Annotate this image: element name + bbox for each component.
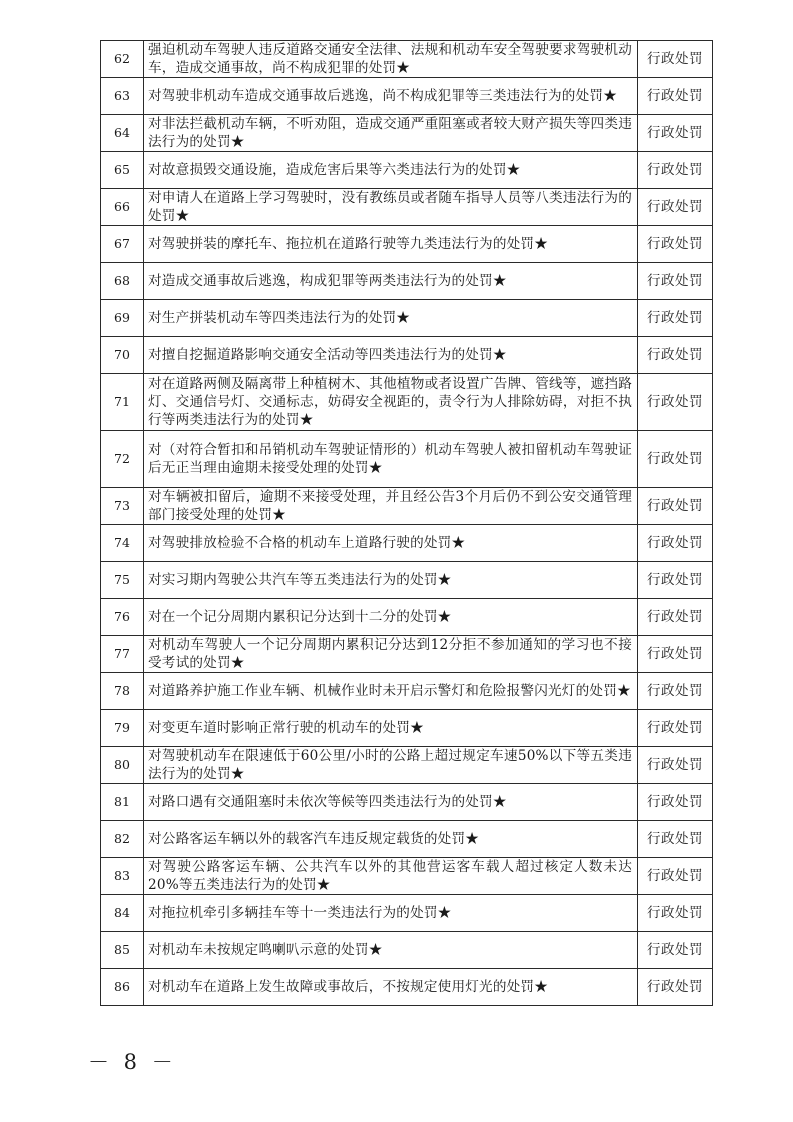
- row-category: 行政处罚: [638, 115, 713, 152]
- row-number: 82: [101, 821, 144, 858]
- row-category: 行政处罚: [638, 263, 713, 300]
- row-number: 75: [101, 562, 144, 599]
- table-row: [101, 895, 713, 932]
- table-row: [101, 747, 713, 784]
- row-description: 对非法拦截机动车辆，不听劝阻，造成交通严重阻塞或者较大财产损失等四类违法行为的处罚★: [144, 115, 638, 152]
- row-description: 对造成交通事故后逃逸，构成犯罪等两类违法行为的处罚★: [144, 263, 638, 300]
- row-number: 83: [101, 858, 144, 895]
- row-number: 71: [101, 374, 144, 431]
- table-row: [101, 562, 713, 599]
- row-description: 对申请人在道路上学习驾驶时，没有教练员或者随车指导人员等八类违法行为的处罚★: [144, 189, 638, 226]
- table-row: [101, 821, 713, 858]
- table-row: [101, 115, 713, 152]
- table-row: [101, 189, 713, 226]
- row-category: 行政处罚: [638, 747, 713, 784]
- table-row: [101, 226, 713, 263]
- row-description: 对在道路两侧及隔离带上种植树木、其他植物或者设置广告牌、管线等，遮挡路灯、交通信号灯、交通标志，妨碍安全视距的，责令行为人排除妨碍，对拒不执行等两类违法行为的处罚★: [144, 374, 638, 431]
- row-number: 68: [101, 263, 144, 300]
- row-description: 对道路养护施工作业车辆、机械作业时未开启示警灯和危险报警闪光灯的处罚★: [144, 673, 638, 710]
- row-description: 对故意损毁交通设施，造成危害后果等六类违法行为的处罚★: [144, 152, 638, 189]
- row-number: 74: [101, 525, 144, 562]
- table-row: [101, 599, 713, 636]
- row-category: 行政处罚: [638, 78, 713, 115]
- row-category: 行政处罚: [638, 858, 713, 895]
- row-number: 80: [101, 747, 144, 784]
- row-category: 行政处罚: [638, 821, 713, 858]
- row-category: 行政处罚: [638, 431, 713, 488]
- row-description: 对驾驶排放检验不合格的机动车上道路行驶的处罚★: [144, 525, 638, 562]
- table-row: [101, 41, 713, 78]
- row-description: 对生产拼装机动车等四类违法行为的处罚★: [144, 300, 638, 337]
- row-category: 行政处罚: [638, 152, 713, 189]
- row-category: 行政处罚: [638, 673, 713, 710]
- row-category: 行政处罚: [638, 337, 713, 374]
- row-category: 行政处罚: [638, 525, 713, 562]
- row-description: 对变更车道时影响正常行驶的机动车的处罚★: [144, 710, 638, 747]
- row-description: 对公路客运车辆以外的载客汽车违反规定载货的处罚★: [144, 821, 638, 858]
- row-number: 66: [101, 189, 144, 226]
- row-category: 行政处罚: [638, 300, 713, 337]
- row-category: 行政处罚: [638, 488, 713, 525]
- row-number: 72: [101, 431, 144, 488]
- table-row: [101, 374, 713, 431]
- power-list-table: [100, 40, 713, 1006]
- row-category: 行政处罚: [638, 636, 713, 673]
- table-row: [101, 488, 713, 525]
- row-description: 对机动车在道路上发生故障或事故后，不按规定使用灯光的处罚★: [144, 969, 638, 1006]
- row-number: 64: [101, 115, 144, 152]
- row-number: 73: [101, 488, 144, 525]
- table-row: [101, 78, 713, 115]
- row-description: 对拖拉机牵引多辆挂车等十一类违法行为的处罚★: [144, 895, 638, 932]
- table-row: [101, 525, 713, 562]
- table-row: [101, 784, 713, 821]
- row-number: 69: [101, 300, 144, 337]
- table-row: [101, 300, 713, 337]
- table-row: [101, 932, 713, 969]
- row-number: 65: [101, 152, 144, 189]
- row-number: 76: [101, 599, 144, 636]
- row-number: 63: [101, 78, 144, 115]
- row-category: 行政处罚: [638, 226, 713, 263]
- row-category: 行政处罚: [638, 969, 713, 1006]
- row-description: 对擅自挖掘道路影响交通安全活动等四类违法行为的处罚★: [144, 337, 638, 374]
- row-description: 对驾驶非机动车造成交通事故后逃逸，尚不构成犯罪等三类违法行为的处罚★: [144, 78, 638, 115]
- row-description: 对机动车未按规定鸣喇叭示意的处罚★: [144, 932, 638, 969]
- table-row: [101, 858, 713, 895]
- row-category: 行政处罚: [638, 41, 713, 78]
- row-category: 行政处罚: [638, 599, 713, 636]
- row-description: 对驾驶机动车在限速低于60公里/小时的公路上超过规定车速50%以下等五类违法行为的处罚★: [144, 747, 638, 784]
- row-number: 78: [101, 673, 144, 710]
- table-body: [101, 41, 713, 1006]
- row-number: 70: [101, 337, 144, 374]
- row-number: 85: [101, 932, 144, 969]
- table-row: [101, 969, 713, 1006]
- row-category: 行政处罚: [638, 374, 713, 431]
- row-category: 行政处罚: [638, 784, 713, 821]
- row-number: 67: [101, 226, 144, 263]
- row-number: 81: [101, 784, 144, 821]
- row-description: 对实习期内驾驶公共汽车等五类违法行为的处罚★: [144, 562, 638, 599]
- row-number: 77: [101, 636, 144, 673]
- table-row: [101, 152, 713, 189]
- row-description: 对机动车驾驶人一个记分周期内累积记分达到12分拒不参加通知的学习也不接受考试的处罚★: [144, 636, 638, 673]
- row-category: 行政处罚: [638, 895, 713, 932]
- row-description: 对在一个记分周期内累积记分达到十二分的处罚★: [144, 599, 638, 636]
- table-row: [101, 673, 713, 710]
- row-number: 62: [101, 41, 144, 78]
- row-description: 对车辆被扣留后，逾期不来接受处理，并且经公告3个月后仍不到公安交通管理部门接受处理的处罚★: [144, 488, 638, 525]
- row-description: 对驾驶拼装的摩托车、拖拉机在道路行驶等九类违法行为的处罚★: [144, 226, 638, 263]
- row-description: 对（对符合暂扣和吊销机动车驾驶证情形的）机动车驾驶人被扣留机动车驾驶证后无正当理由逾期未接受处理的处罚★: [144, 431, 638, 488]
- row-description: 对路口遇有交通阻塞时未依次等候等四类违法行为的处罚★: [144, 784, 638, 821]
- table-row: [101, 337, 713, 374]
- table-row: [101, 636, 713, 673]
- table-row: [101, 263, 713, 300]
- table-row: [101, 710, 713, 747]
- row-number: 84: [101, 895, 144, 932]
- row-number: 86: [101, 969, 144, 1006]
- table-row: [101, 431, 713, 488]
- row-number: 79: [101, 710, 144, 747]
- row-category: 行政处罚: [638, 189, 713, 226]
- row-description: 强迫机动车驾驶人违反道路交通安全法律、法规和机动车安全驾驶要求驾驶机动车，造成交通事故，尚不构成犯罪的处罚★: [144, 41, 638, 78]
- row-category: 行政处罚: [638, 562, 713, 599]
- page-number: － 8 －: [88, 1050, 177, 1074]
- row-category: 行政处罚: [638, 932, 713, 969]
- row-category: 行政处罚: [638, 710, 713, 747]
- row-description: 对驾驶公路客运车辆、公共汽车以外的其他营运客车载人超过核定人数未达20%等五类违法行为的处罚★: [144, 858, 638, 895]
